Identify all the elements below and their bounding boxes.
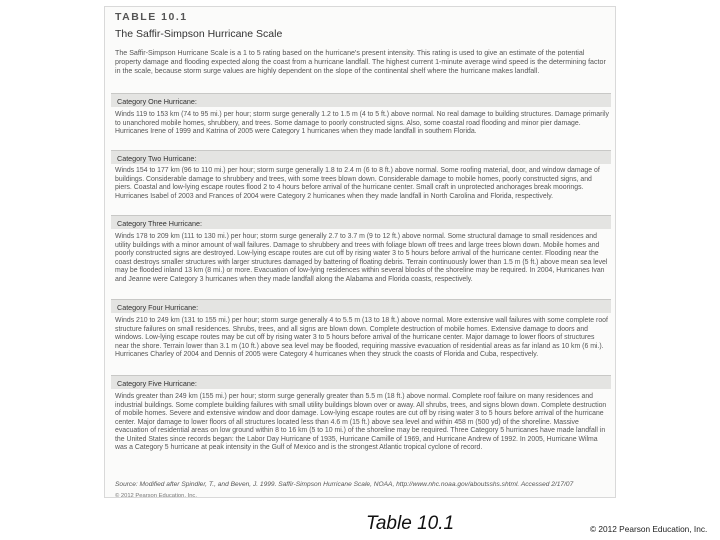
category-three-description: Winds 178 to 209 km (111 to 130 mi.) per hour; storm surge generally 2.7 to 3.7 m (9 to 12 ft.) above normal. Some structural damage to small residences and utility buildings with a minor amount of wall failures. Damage to shrubbery and trees with foliage blown off trees and large trees blown down. Mobile homes and poorly constructed signs are destroyed. Low-lying escape routes are cut off by rising water 3 to 5 hours before arrival of the hurricane center. Flooding near the coast destroys smaller structures with larger structures damaged by battering of floating debris. Terrain continuously lower than 1.5 m (5 ft.) above mean sea level may be flooded inland 13 km (8 mi.) or more. Evacuation of low-lying residences within several blocks of the shoreline may be required. In 2004, Hurricanes Ivan and Jeanne were Category 3 hurricanes when they made landfall along the Alabama and Florida coasts, respectively. — [115, 233, 608, 283]
category-five-header — [111, 375, 611, 389]
category-four-header — [111, 299, 611, 313]
category-four-description: Winds 210 to 249 km (131 to 155 mi.) per hour; storm surge generally 4 to 5.5 m (13 to 18 ft.) above normal. More extensive wall failures with some complete roof structure failures on small residences. Shrubs, trees, and all signs are blown down. Complete destruction of mobile homes. Extensive damage to doors and windows. Low-lying escape routes may be cut off by rising water 3 to 5 hours before arrival of the hurricane center. Major damage to lower floors of structures near the shore. Terrain lower than 3.1 m (10 ft.) above sea level may be flooded, requiring massive evacuation of residential areas as far inland as 10 km (6 mi.). Hurricanes Charley of 2004 and Dennis of 2005 were Category 4 hurricanes when they struck the coasts of Florida and Cuba, respectively. — [115, 317, 608, 358]
category-header-label: Category One Hurricane: — [117, 97, 197, 106]
category-header-label: Category Three Hurricane: — [117, 219, 202, 228]
intro-paragraph: The Saffir-Simpson Hurricane Scale is a 1 to 5 rating based on the hurricane's present intensity. This rating is used to give an estimate of the potential property damage and flooding expected along the coast from a hurricane landfall. The highest current 1-minute average wind speed is the determining factor in the scale, because storm surge values are highly dependent on the slope of the continental shelf where the hurricane makes landfall. — [115, 49, 606, 75]
category-two-header — [111, 150, 611, 164]
hurricane-scale-table — [104, 6, 616, 498]
category-header-label: Category Five Hurricane: — [117, 379, 197, 388]
category-one-description: Winds 119 to 153 km (74 to 95 mi.) per hour; storm surge generally 1.2 to 1.5 m (4 to 5 ft.) above normal. No real damage to building structures. Damage primarily to unanchored mobile homes, shrubbery, and trees. Some damage to poorly constructed signs. Also, some coastal road flooding and minor pier damage. Hurricanes Irene of 1999 and Katrina of 2005 were Category 1 hurricanes when they made landfall in southern Florida. — [115, 111, 609, 135]
slide-caption: Table 10.1 — [366, 513, 455, 534]
slide-copyright: © 2012 Pearson Education, Inc. — [590, 524, 708, 534]
category-one-header — [111, 93, 611, 107]
source-note: Source: Modified after Spindler, T., and Beven, J. 1999. Saffir-Simpson Hurricane Scale, NOAA, http://www.nhc.noaa.gov/aboutsshs.shtml. Accessed 2/17/07 — [115, 481, 574, 488]
category-three-header — [111, 215, 611, 229]
table-title: The Saffir-Simpson Hurricane Scale — [115, 28, 283, 40]
document-copyright: © 2012 Pearson Education, Inc. — [115, 493, 197, 498]
category-two-description: Winds 154 to 177 km (96 to 110 mi.) per hour; storm surge generally 1.8 to 2.4 m (6 to 8 ft.) above normal. Some roofing material, door, and window damage of buildings. Considerable damage to shrubbery and trees, with some trees blown down. Considerable damage to mobile homes, poorly constructed signs, and piers. Coastal and low-lying escape routes flood 2 to 4 hours before arrival of the hurricane center. Small craft in unprotected anchorages break moorings. Hurricanes Isabel of 2003 and Frances of 2004 were Category 2 hurricanes when they made landfall in North Carolina and Florida, respectively. — [115, 167, 600, 200]
table-label: TABLE 10.1 — [115, 11, 188, 23]
category-five-description: Winds greater than 249 km (155 mi.) per hour; storm surge generally greater than 5.5 m (18 ft.) above normal. Complete roof failure on many residences and industrial buildings. Some complete building failures with small utility buildings blown over or away. All shrubs, trees, and signs blown down. Complete destruction of mobile homes. Severe and extensive window and door damage. Low-lying escape routes are cut off by rising water 3 to 5 hours before arrival of the hurricane center. Major damage to lower floors of all structures located less than 4.6 m (15 ft.) above sea level and within 458 m (500 yd) of the shoreline. Massive evacuation of residential areas on low ground within 8 to 16 km (5 to 10 mi.) of the shoreline may be required. Three Category 5 hurricanes have made landfall in the United States since records began: the Labor Day Hurricane of 1935, Hurricane Camille of 1969, and Hurricane Andrew of 1992. In 2005, Hurricane Wilma was a Category 5 hurricane at peak intensity in the Gulf of Mexico and is the strongest Atlantic tropical cyclone of record. — [115, 393, 607, 451]
category-header-label: Category Four Hurricane: — [117, 303, 199, 312]
category-header-label: Category Two Hurricane: — [117, 154, 197, 163]
